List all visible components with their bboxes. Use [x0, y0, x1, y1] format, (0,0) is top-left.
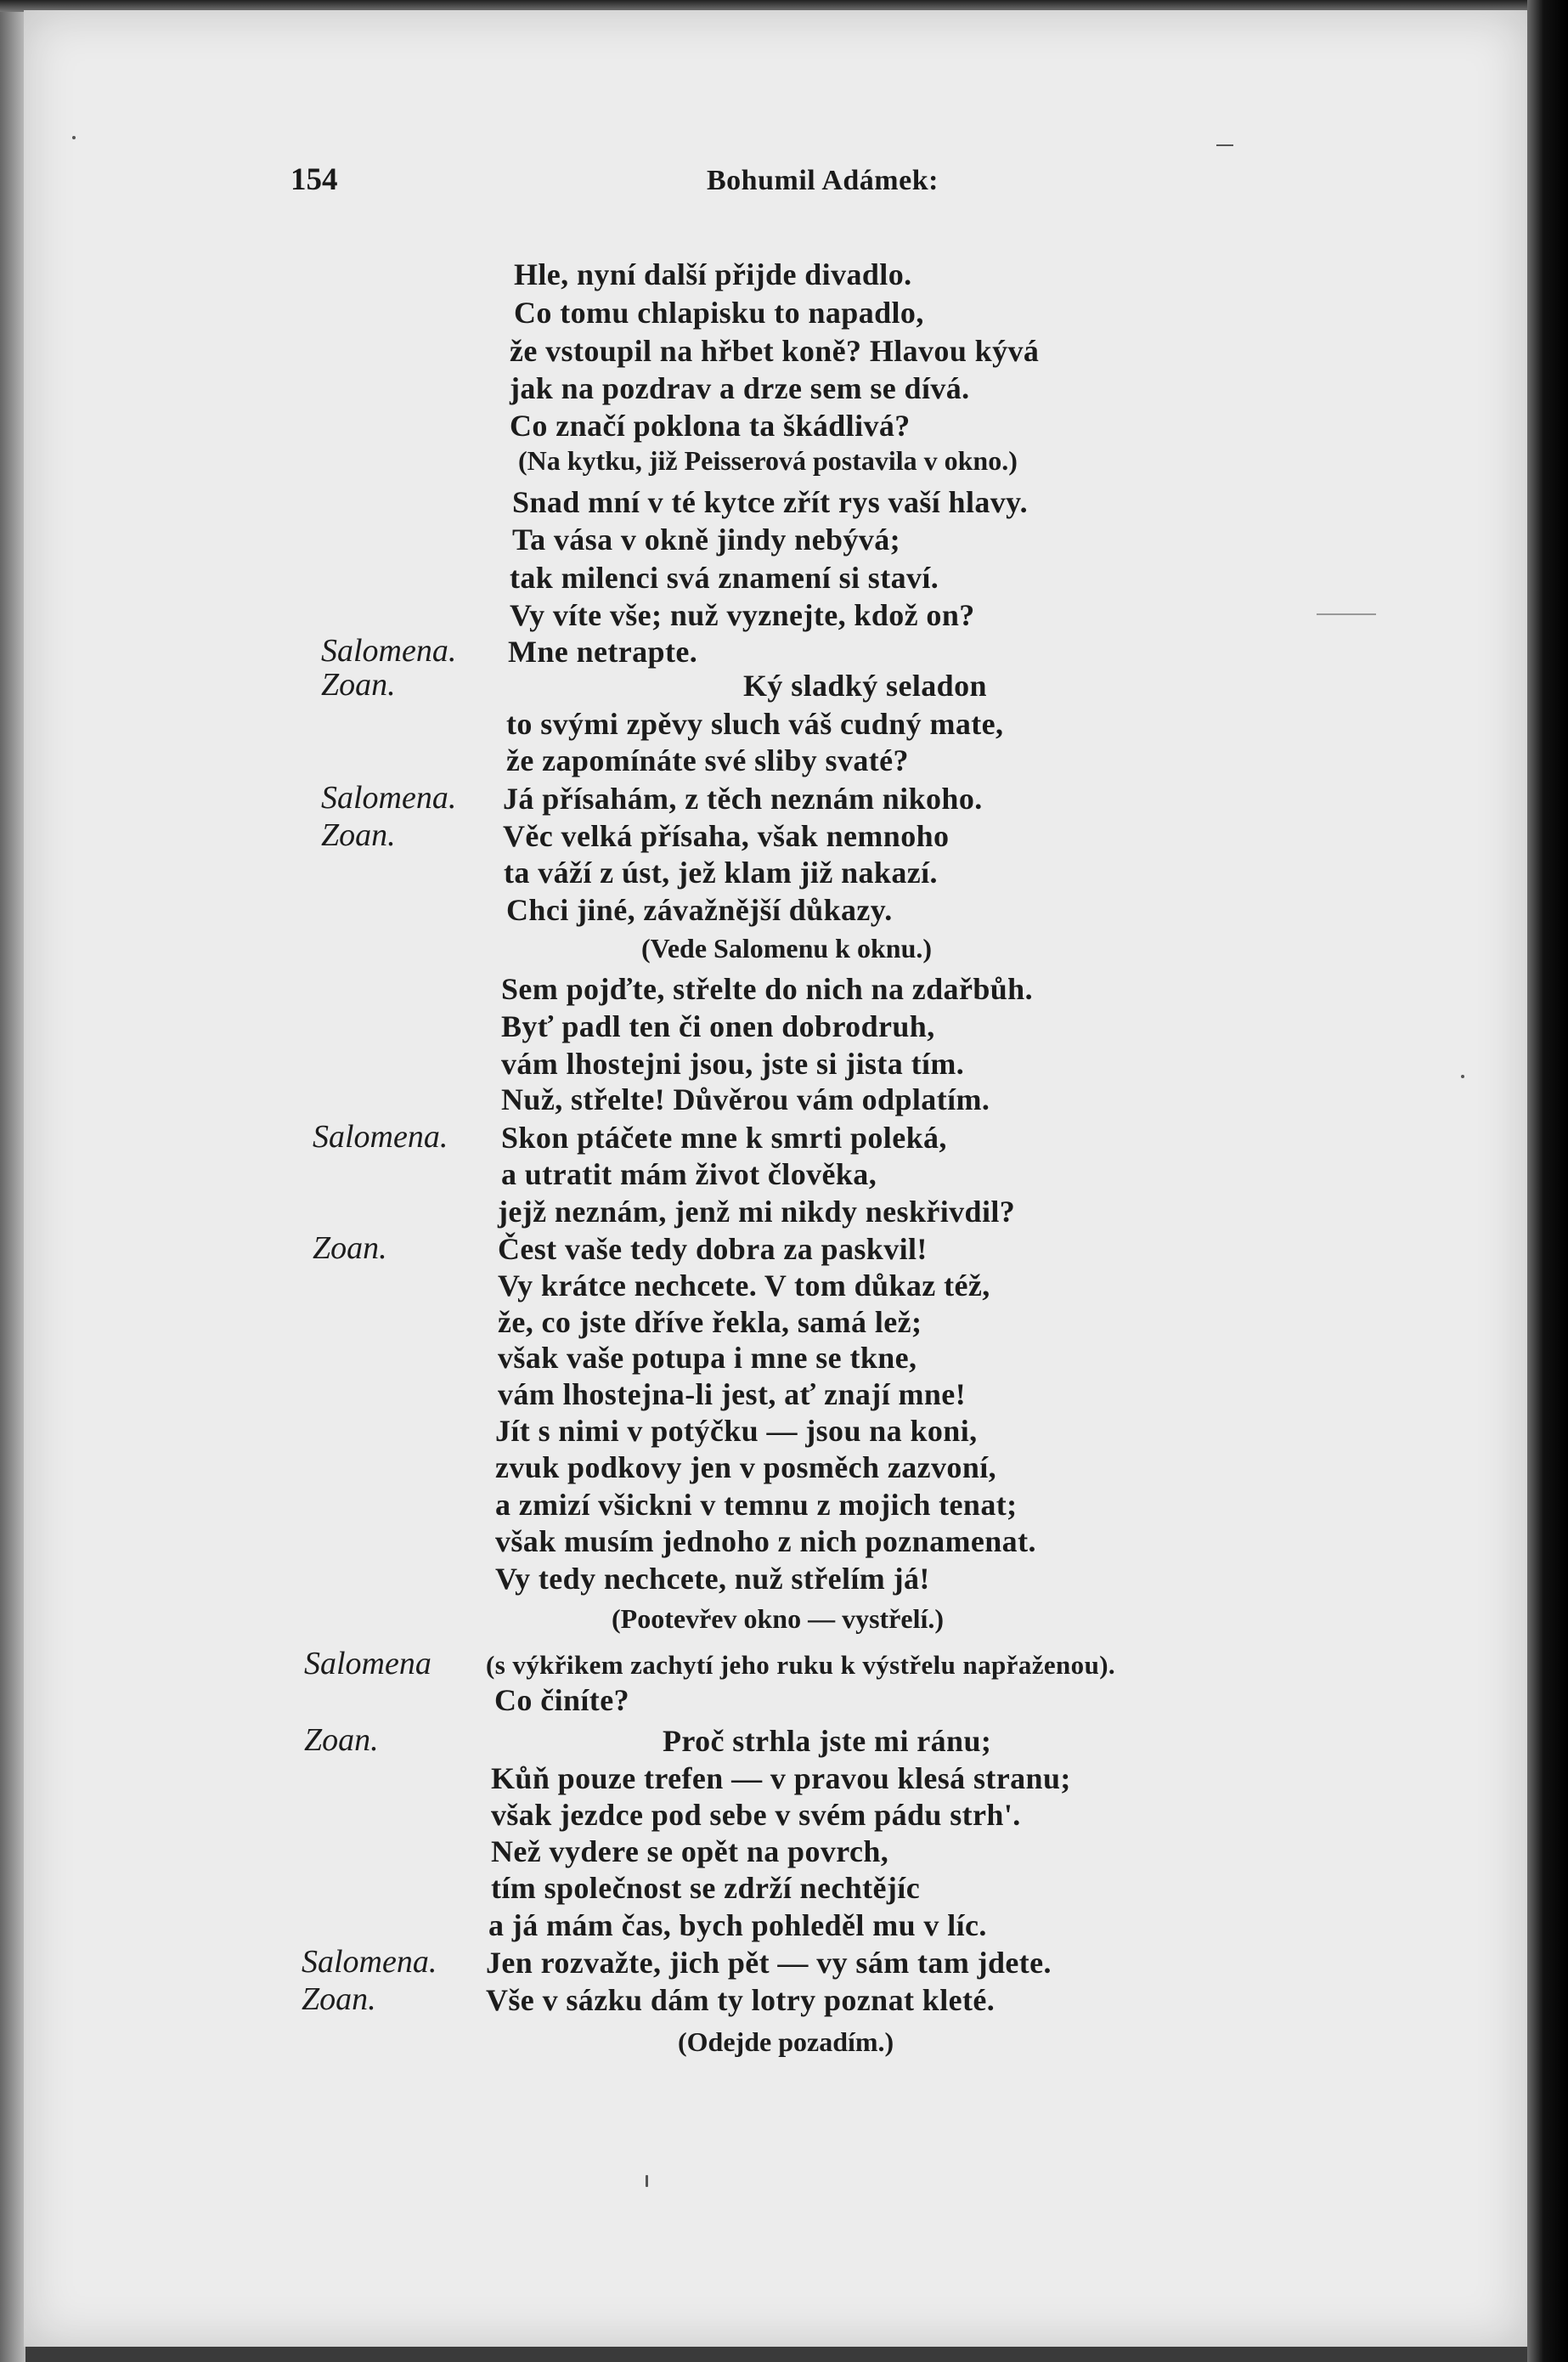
stage-direction: (Odejde pozadím.) — [678, 2026, 894, 2057]
verse-line: Byť padl ten či onen dobrodruh, — [501, 1009, 935, 1043]
verse-line: Mne netrapte. — [508, 635, 698, 669]
verse-line: Chci jiné, závažnější důkazy. — [506, 893, 893, 927]
verse-line: Co činíte? — [494, 1683, 629, 1717]
page-number: 154 — [290, 162, 338, 197]
verse-line: však vaše potupa i mne se tkne, — [498, 1341, 917, 1375]
stage-direction: (Pootevřev okno — vystřelí.) — [612, 1603, 945, 1634]
scan-speck — [1461, 1075, 1464, 1078]
verse-line: Já přísahám, z těch neznám nikoho. — [503, 782, 983, 816]
verse-line: to svými zpěvy sluch váš cudný mate, — [506, 707, 1004, 741]
speaker-name: Zoan. — [321, 817, 396, 853]
verse-line: a utratit mám život člověka, — [501, 1157, 877, 1191]
verse-line: Než vydere se opět na povrch, — [491, 1834, 889, 1868]
verse-line: Jít s nimi v potýčku — jsou na koni, — [495, 1414, 978, 1448]
scan-speck — [1216, 144, 1233, 146]
verse-line: Ký sladký seladon — [743, 669, 987, 703]
verse-line: a já mám čas, bych pohleděl mu v líc. — [488, 1908, 987, 1942]
speaker-name: Zoan. — [302, 1981, 376, 2017]
scan-speck — [72, 136, 76, 139]
speaker-name: Zoan. — [313, 1230, 387, 1266]
verse-line: Vy krátce nechcete. V tom důkaz též, — [498, 1269, 990, 1302]
verse-line: Co tomu chlapisku to napadlo, — [514, 296, 924, 330]
verse-line: Vy víte vše; nuž vyznejte, kdož on? — [510, 598, 975, 632]
verse-line: tak milenci svá znamení si staví. — [510, 561, 939, 595]
verse-line: Jen rozvažte, jich pět — vy sám tam jdete. — [486, 1946, 1052, 1980]
verse-line: Snad mní v té kytce zřít rys vaší hlavy. — [512, 485, 1028, 519]
verse-line: zvuk podkovy jen v posměch zazvoní, — [495, 1450, 997, 1484]
scan-speck — [1317, 613, 1376, 615]
speaker-name: Salomena. — [302, 1944, 437, 1980]
verse-line: Čest vaše tedy dobra za paskvil! — [498, 1232, 928, 1266]
verse-line: že vstoupil na hřbet koně? Hlavou kývá — [510, 334, 1040, 368]
verse-line: vám lhostejna-li jest, ať znají mne! — [498, 1377, 967, 1411]
verse-line: jak na pozdrav a drze sem se dívá. — [510, 371, 970, 405]
verse-line: (s výkřikem zachytí jeho ruku k výstřelu napřaženou). — [486, 1650, 1116, 1680]
scan-border-right — [1527, 0, 1568, 2362]
speaker-name: Zoan. — [321, 667, 396, 703]
verse-line: tím společnost se zdrží nechtějíc — [491, 1871, 921, 1905]
verse-line: ta váží z úst, jež klam již nakazí. — [504, 856, 938, 890]
speaker-name: Salomena. — [313, 1119, 448, 1155]
scan-speck — [646, 2175, 648, 2187]
verse-line: Sem pojďte, střelte do nich na zdařbůh. — [501, 972, 1034, 1006]
verse-line: že zapomínáte své sliby svaté? — [506, 743, 909, 777]
stage-direction: (Vede Salomenu k oknu.) — [641, 933, 933, 963]
verse-line: Vy tedy nechcete, nuž střelím já! — [495, 1562, 930, 1596]
speaker-name: Salomena. — [321, 780, 457, 816]
verse-line: jejž neznám, jenž mi nikdy neskřivdil? — [498, 1195, 1016, 1229]
verse-line: a zmizí všickni v temnu z mojich tenat; — [495, 1488, 1018, 1522]
verse-line: Proč strhla jste mi ránu; — [663, 1724, 992, 1758]
verse-line: Kůň pouze trefen — v pravou klesá stranu; — [491, 1761, 1071, 1795]
verse-line: Co značí poklona ta škádlivá? — [510, 409, 911, 443]
verse-line: Ta vása v okně jindy nebývá; — [512, 523, 900, 557]
speaker-name: Zoan. — [304, 1722, 379, 1758]
verse-line: však musím jednoho z nich poznamenat. — [495, 1524, 1036, 1558]
verse-line: Věc velká přísaha, však nemnoho — [503, 819, 950, 853]
page-header — [0, 161, 1568, 201]
speaker-name: Salomena. — [321, 633, 457, 669]
verse-line: vám lhostejni jsou, jste si jista tím. — [501, 1047, 965, 1081]
verse-line: však jezdce pod sebe v svém pádu strh'. — [491, 1798, 1021, 1832]
running-title: Bohumil Adámek: — [707, 165, 939, 196]
verse-line: že, co jste dříve řekla, samá lež; — [498, 1305, 922, 1339]
verse-line: Hle, nyní další přijde divadlo. — [514, 257, 912, 291]
verse-line: Nuž, střelte! Důvěrou vám odplatím. — [501, 1082, 990, 1116]
verse-line: Vše v sázku dám ty lotry poznat kleté. — [486, 1983, 996, 2017]
scan-border-left — [0, 0, 25, 2362]
speaker-name: Salomena — [304, 1646, 431, 1681]
stage-direction: (Na kytku, již Peisserová postavila v okno.) — [518, 445, 1018, 476]
verse-line: Skon ptáčete mne k smrti poleká, — [501, 1121, 947, 1155]
